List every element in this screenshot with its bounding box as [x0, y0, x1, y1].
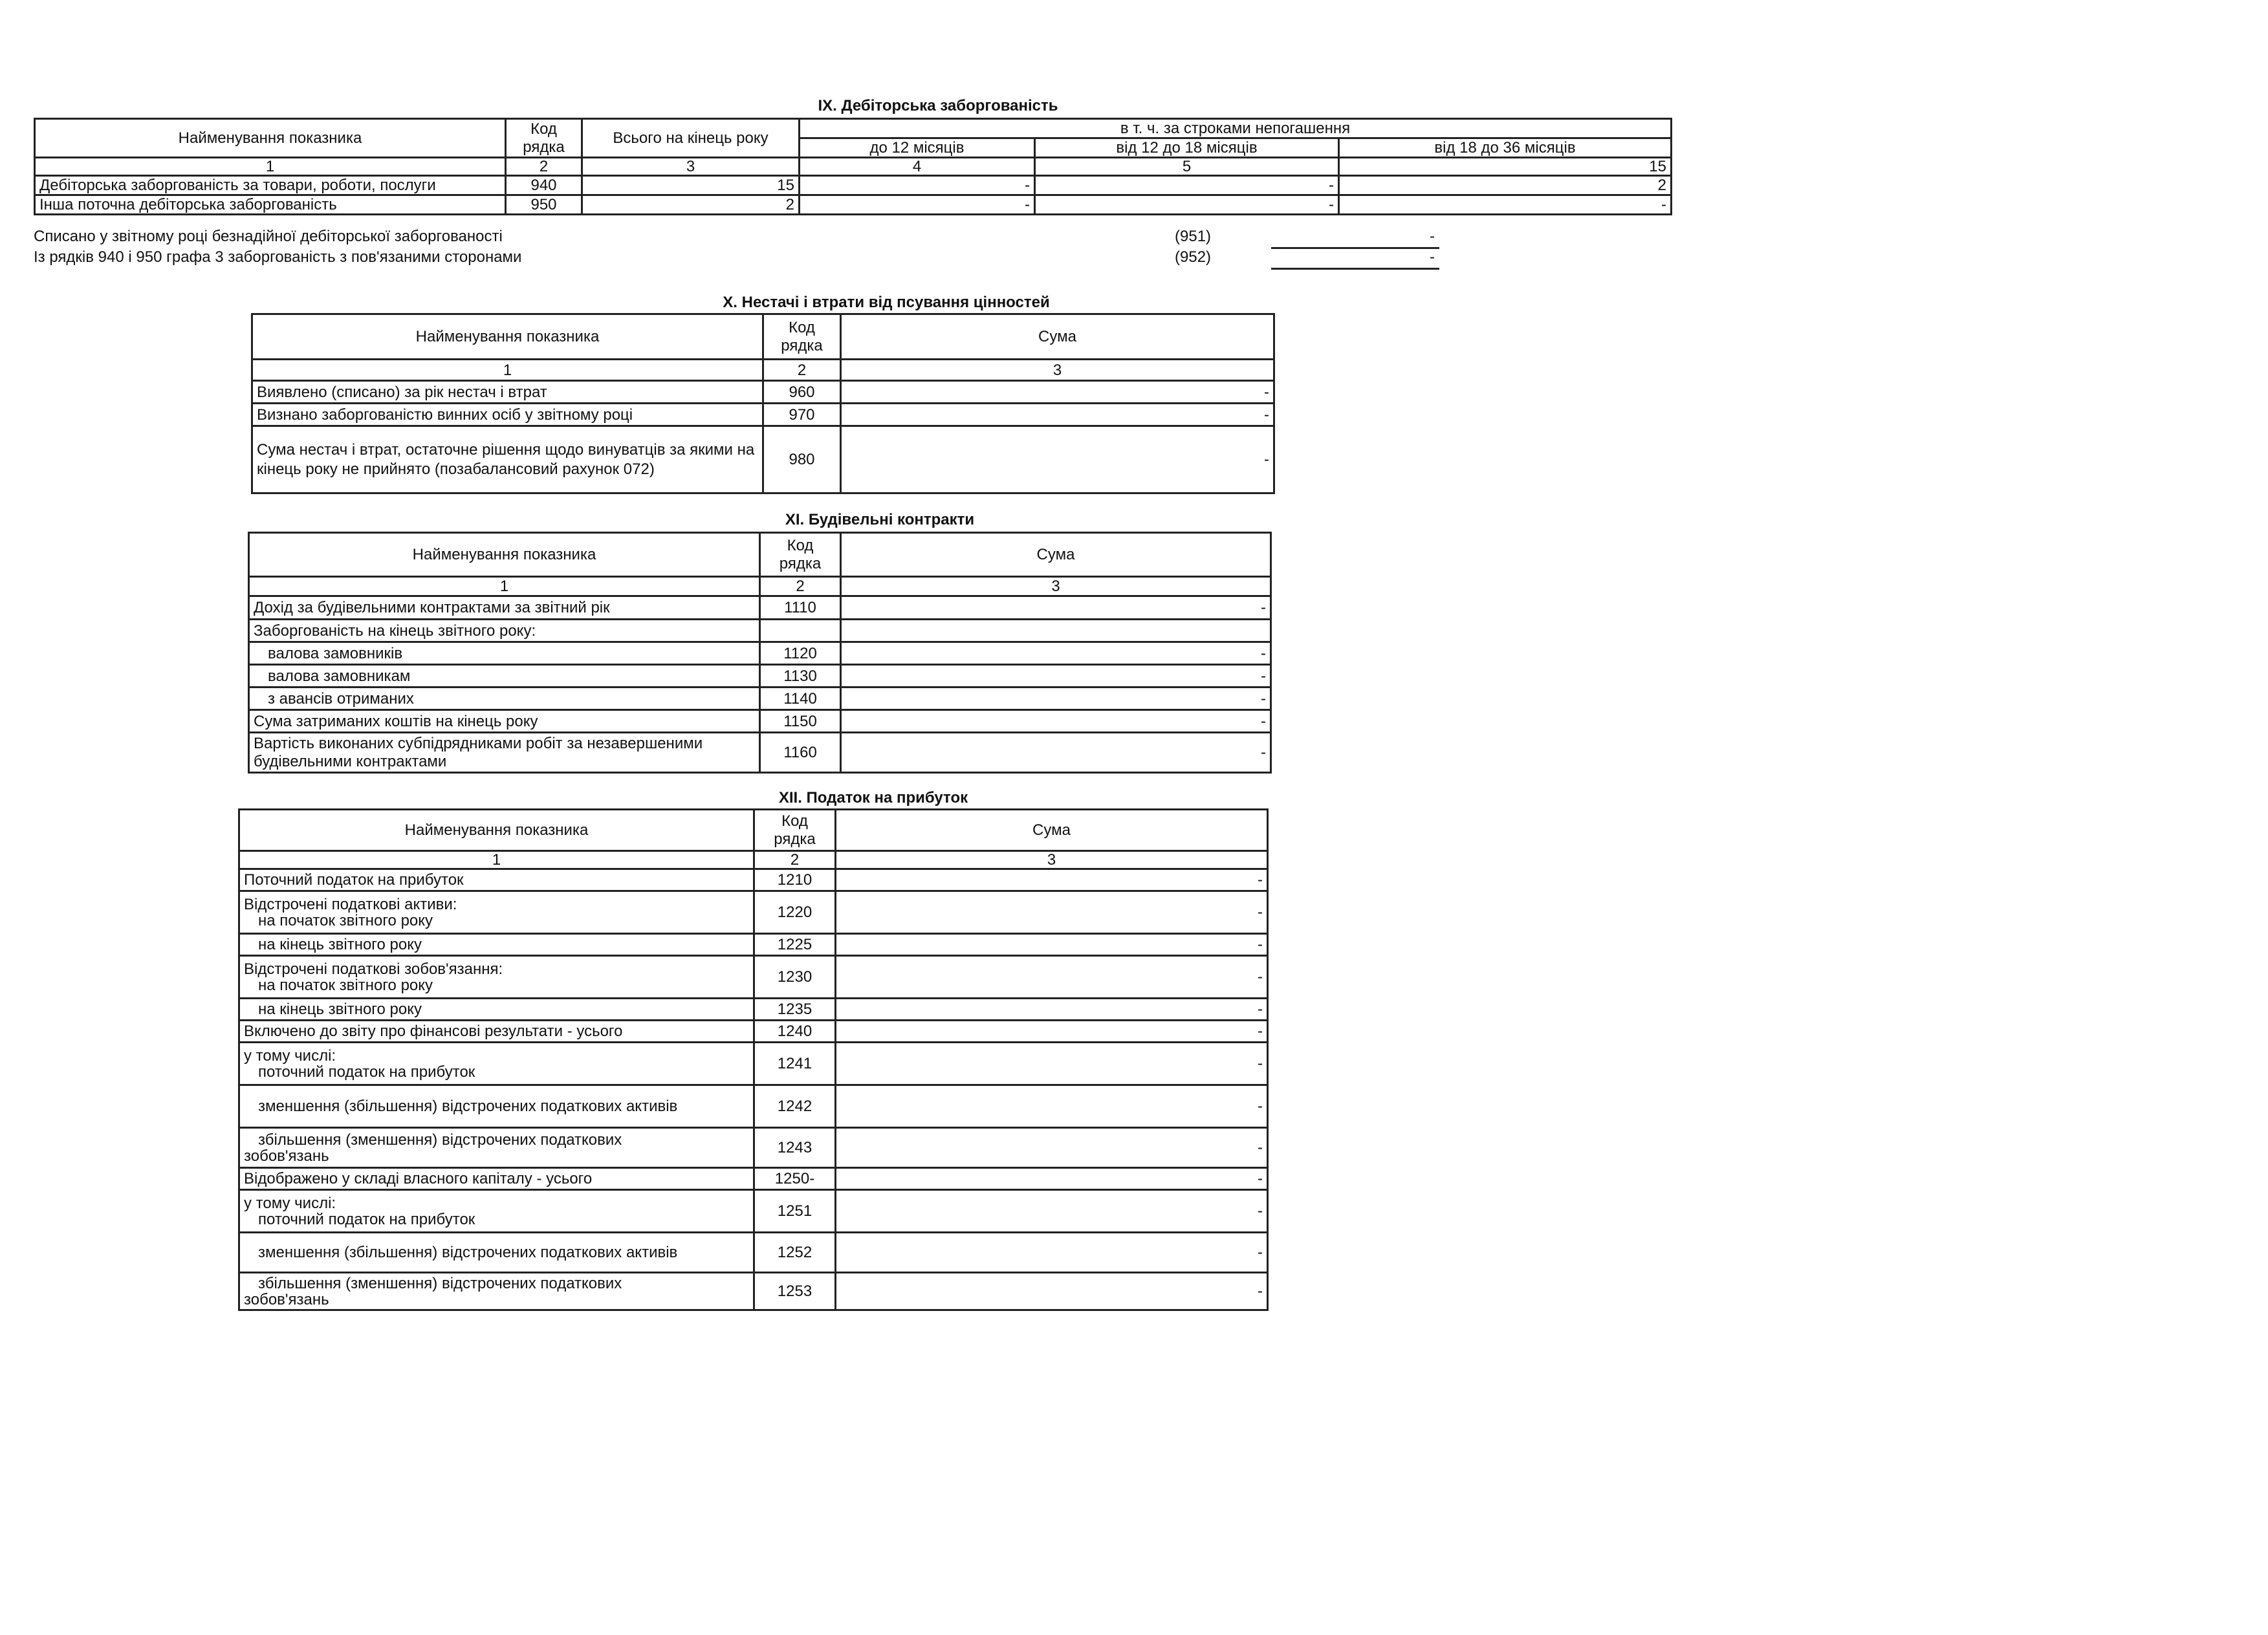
row-sum [841, 620, 1271, 642]
sec10-header-code: Код рядка [763, 314, 841, 360]
row-name: Дебіторська заборгованість за товари, роботи, послуги [35, 176, 506, 195]
row-code: 980 [763, 426, 841, 493]
row-name-main: збільшення (зменшення) відстрочених податкових [258, 1131, 622, 1149]
sec9-table [34, 118, 1672, 215]
row-name: Відображено у складі власного капіталу - усього [239, 1168, 754, 1190]
table-row [239, 1128, 1268, 1168]
sec11-title: XI. Будівельні контракти [785, 511, 975, 528]
row-code: 1241 [754, 1043, 836, 1085]
row-sum: - [836, 1190, 1268, 1233]
row-code: 950 [506, 195, 582, 215]
table-row [239, 1168, 1268, 1190]
row-sum: - [836, 869, 1268, 891]
row-code: 970 [763, 404, 841, 426]
sec9-header-terms: в т. ч. за строками непогашення [800, 119, 1672, 138]
row-sum: - [836, 1168, 1268, 1190]
sec9-header-t3: від 18 до 36 місяців [1339, 138, 1672, 158]
sec11-table [248, 532, 1272, 774]
row-code: 1210 [754, 869, 836, 891]
table-row [35, 176, 1672, 195]
row-name [239, 1128, 754, 1168]
row-name [239, 1273, 754, 1310]
note-951-code: (951) [1175, 228, 1212, 245]
row-name-sub: поточний податок на прибуток [258, 1210, 475, 1228]
table-row [239, 1043, 1268, 1085]
num-cell: 3 [836, 851, 1268, 869]
row-name: зменшення (збільшення) відстрочених податкових активів [239, 1233, 754, 1273]
sec10-numbering-row [252, 360, 1274, 381]
row-name: Заборгованість на кінець звітного року: [249, 620, 760, 642]
row-sum: - [841, 404, 1274, 426]
row-sum: - [836, 999, 1268, 1021]
row-name: Дохід за будівельними контрактами за звітний рік [249, 596, 760, 620]
table-row [252, 426, 1274, 493]
note-952-value: - [1430, 248, 1435, 266]
row-code: 960 [763, 381, 841, 404]
row-name: Визнано заборгованістю винних осіб у звітному році [252, 404, 763, 426]
note-951-underline [1271, 247, 1439, 249]
row-code [760, 620, 841, 642]
sec9-header-name: Найменування показника [35, 119, 506, 158]
table-row [249, 596, 1271, 620]
row-name: валова замовникам [249, 665, 760, 688]
sec12-header-sum: Сума [836, 810, 1268, 851]
row-name [239, 956, 754, 999]
row-t2: - [1035, 176, 1339, 195]
sec11-header-sum: Сума [841, 533, 1271, 577]
num-cell: 1 [252, 360, 763, 381]
table-row [249, 710, 1271, 733]
sec9-header-code: Код рядка [506, 119, 582, 158]
table-row [252, 404, 1274, 426]
row-sum: - [836, 1021, 1268, 1043]
row-name-sub: зобов'язань [244, 1147, 329, 1165]
row-code: 1230 [754, 956, 836, 999]
sec10-table [251, 313, 1275, 494]
num-cell: 1 [239, 851, 754, 869]
row-sum: - [836, 1128, 1268, 1168]
row-name-main: Відстрочені податкові активи: [244, 895, 457, 913]
num-cell: 4 [800, 158, 1035, 176]
row-sum: - [836, 934, 1268, 956]
row-code: 1160 [760, 733, 841, 773]
row-code: 1150 [760, 710, 841, 733]
row-sum: - [836, 1233, 1268, 1273]
row-sum: - [841, 733, 1271, 773]
row-name-sub: на початок звітного року [258, 976, 433, 994]
table-row [239, 1190, 1268, 1233]
table-row [249, 665, 1271, 688]
row-sum: - [836, 891, 1268, 934]
row-code: 1140 [760, 688, 841, 710]
num-cell: 2 [506, 158, 582, 176]
note-952-text: Із рядків 940 і 950 графа 3 заборгованість з пов'язаними сторонами [34, 248, 522, 266]
note-951-value: - [1430, 228, 1435, 245]
row-code: 1240 [754, 1021, 836, 1043]
row-t3: 2 [1339, 176, 1672, 195]
row-sum: - [841, 688, 1271, 710]
table-row [239, 1021, 1268, 1043]
num-cell: 2 [760, 577, 841, 596]
num-cell: 3 [841, 577, 1271, 596]
table-row [239, 999, 1268, 1021]
row-name: зменшення (збільшення) відстрочених податкових активів [239, 1085, 754, 1128]
row-name-sub: поточний податок на прибуток [258, 1063, 475, 1081]
row-name: з авансів отриманих [249, 688, 760, 710]
num-cell: 2 [763, 360, 841, 381]
row-name-sub: зобов'язань [244, 1290, 329, 1308]
row-code: 1243 [754, 1128, 836, 1168]
sec10-title: X. Нестачі і втрати від псування цінностей [723, 294, 1050, 311]
table-row [249, 620, 1271, 642]
table-row [239, 1273, 1268, 1310]
row-t1: - [800, 176, 1035, 195]
row-code: 1110 [760, 596, 841, 620]
row-name: на кінець звітного року [239, 934, 754, 956]
note-952-code: (952) [1175, 248, 1212, 266]
table-row [249, 688, 1271, 710]
row-name: Вартість виконаних субпідрядниками робіт за незавершеними будівельними контрактами [249, 733, 760, 773]
num-cell: 5 [1035, 158, 1339, 176]
row-sum: - [841, 665, 1271, 688]
row-code: 1251 [754, 1190, 836, 1233]
table-row [239, 1085, 1268, 1128]
row-code: 1235 [754, 999, 836, 1021]
row-code: 1130 [760, 665, 841, 688]
table-row [239, 1233, 1268, 1273]
sec10-header-name: Найменування показника [252, 314, 763, 360]
row-code: 940 [506, 176, 582, 195]
table-row [239, 891, 1268, 934]
sec12-numbering-row [239, 851, 1268, 869]
row-sum: - [836, 1085, 1268, 1128]
row-sum: - [836, 956, 1268, 999]
num-cell: 2 [754, 851, 836, 869]
sec11-header-code: Код рядка [760, 533, 841, 577]
num-cell: 3 [582, 158, 800, 176]
num-cell: 1 [249, 577, 760, 596]
note-952-underline [1271, 268, 1439, 270]
table-row [252, 381, 1274, 404]
row-name-main: у тому числі: [244, 1194, 336, 1212]
sec12-title: XII. Податок на прибуток [778, 789, 968, 807]
row-sum: - [841, 710, 1271, 733]
num-cell: 3 [841, 360, 1274, 381]
sec12-header-code: Код рядка [754, 810, 836, 851]
sec9-header-total: Всього на кінець року [582, 119, 800, 158]
row-name: на кінець звітного року [239, 999, 754, 1021]
table-row [249, 733, 1271, 773]
row-name-sub: на початок звітного року [258, 911, 433, 929]
num-cell: 15 [1339, 158, 1672, 176]
row-t2: - [1035, 195, 1339, 215]
row-name: Сума затриманих коштів на кінець року [249, 710, 760, 733]
row-code: 1252 [754, 1233, 836, 1273]
table-row [249, 642, 1271, 665]
row-name: Сума нестач і втрат, остаточне рішення щодо винуватців за якими на кінець року не прийнято (позабалансовий рахунок 072) [252, 426, 763, 493]
sec11-header-name: Найменування показника [249, 533, 760, 577]
sec9-header-t2: від 12 до 18 місяців [1035, 138, 1339, 158]
row-t3: - [1339, 195, 1672, 215]
row-name: Поточний податок на прибуток [239, 869, 754, 891]
num-cell: 1 [35, 158, 506, 176]
row-sum: - [841, 642, 1271, 665]
row-name-main: у тому числі: [244, 1046, 336, 1065]
row-t1: - [800, 195, 1035, 215]
row-name-main: Відстрочені податкові зобов'язання: [244, 960, 503, 978]
row-code: 1250- [754, 1168, 836, 1190]
row-name: Інша поточна дебіторська заборгованість [35, 195, 506, 215]
row-code: 1225 [754, 934, 836, 956]
table-row [35, 195, 1672, 215]
sec9-header-t1: до 12 місяців [800, 138, 1035, 158]
row-code: 1220 [754, 891, 836, 934]
sec12-table [238, 808, 1269, 1311]
table-row [239, 956, 1268, 999]
row-name: валова замовників [249, 642, 760, 665]
row-total: 2 [582, 195, 800, 215]
row-sum: - [841, 426, 1274, 493]
row-sum: - [836, 1043, 1268, 1085]
table-row [239, 934, 1268, 956]
table-row [239, 869, 1268, 891]
note-951-text: Списано у звітному році безнадійної дебіторської заборгованості [34, 228, 503, 245]
row-sum: - [841, 381, 1274, 404]
sec12-header-name: Найменування показника [239, 810, 754, 851]
row-code: 1120 [760, 642, 841, 665]
sec10-header-sum: Сума [841, 314, 1274, 360]
sec9-numbering-row [35, 158, 1672, 176]
row-code: 1253 [754, 1273, 836, 1310]
row-code: 1242 [754, 1085, 836, 1128]
row-sum: - [836, 1273, 1268, 1310]
sec11-numbering-row [249, 577, 1271, 596]
row-name [239, 891, 754, 934]
row-sum: - [841, 596, 1271, 620]
row-name: Виявлено (списано) за рік нестач і втрат [252, 381, 763, 404]
row-name [239, 1190, 754, 1233]
row-name [239, 1043, 754, 1085]
row-name: Включено до звіту про фінансові результати - усього [239, 1021, 754, 1043]
sec9-title: IX. Дебіторська заборгованість [818, 97, 1058, 114]
row-name-main: збільшення (зменшення) відстрочених податкових [258, 1274, 622, 1292]
row-total: 15 [582, 176, 800, 195]
